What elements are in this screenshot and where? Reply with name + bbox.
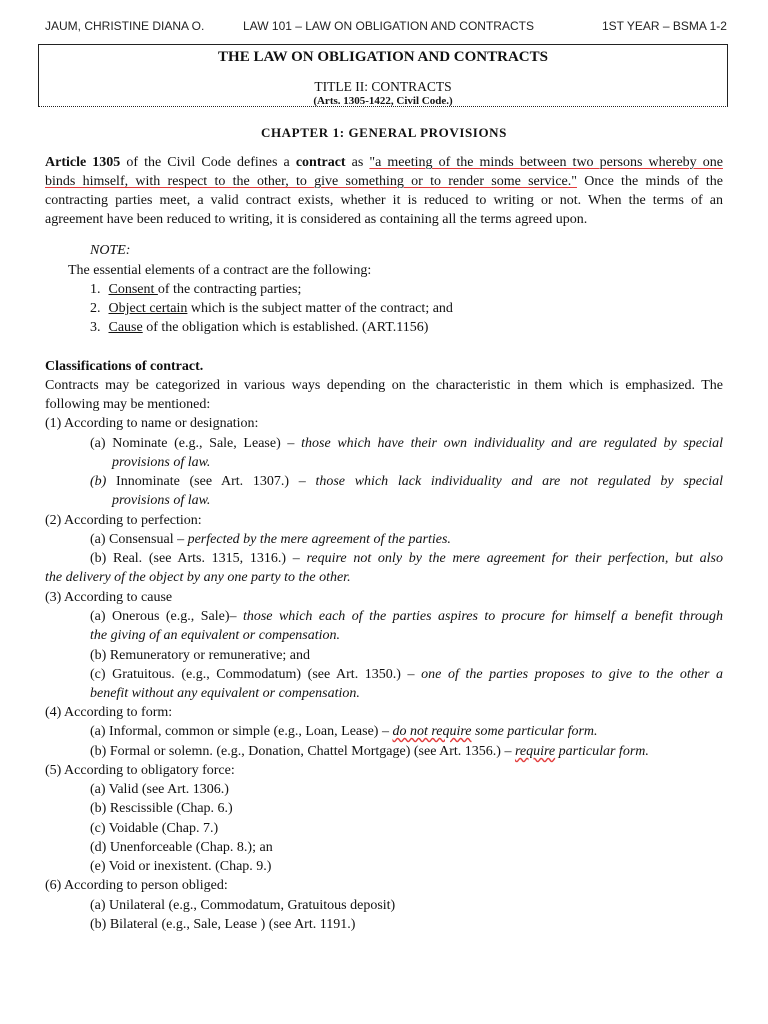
section-4-heading: (4) According to form: — [45, 705, 173, 720]
section-2-item-a: (a) Consensual – perfected by the mere agreement of the parties. — [90, 532, 451, 547]
chapter-heading: CHAPTER 1: GENERAL PROVISIONS — [260, 125, 508, 140]
document-subtitle: TITLE II: CONTRACTS — [314, 79, 452, 94]
header-course: LAW 101 – LAW ON OBLIGATION AND CONTRACTS — [243, 19, 534, 33]
section-5-item: (e) Void or inexistent. (Chap. 9.) — [90, 859, 272, 874]
section-2-item-b-cont: the delivery of the object by any one party to the other. — [45, 570, 351, 585]
section-3-item-a: (a) Onerous (e.g., Sale)– those which each of the parties aspires to procure for himself a benefit through — [90, 609, 723, 624]
intro-line-2: binds himself, with respect to the other, to give something or to render some service." Once the minds of the — [45, 174, 723, 189]
section-5-item: (c) Voidable (Chap. 7.) — [90, 821, 219, 836]
section-1-item-b-cont: provisions of law. — [112, 493, 211, 508]
section-3-heading: (3) According to cause — [45, 590, 173, 605]
definition-quote-highlight: "a meeting of the minds between two persons whereby one — [369, 155, 723, 170]
note-item-1: 1. Consent of the contracting parties; — [90, 282, 302, 297]
section-3-item-c: (c) Gratuitous. (e.g., Commodatum) (see Art. 1350.) – one of the parties proposes to give to the other a — [90, 667, 723, 682]
section-1-heading: (1) According to name or designation: — [45, 416, 259, 431]
section-3-item-c-cont: benefit without any equivalent or compensation. — [90, 686, 360, 701]
title-box — [38, 44, 728, 107]
section-4-item-a: (a) Informal, common or simple (e.g., Loan, Lease) – do not require some particular form. — [90, 724, 598, 739]
section-5-heading: (5) According to obligatory force: — [45, 763, 235, 778]
section-6-item: (b) Bilateral (e.g., Sale, Lease ) (see Art. 1191.) — [90, 917, 356, 932]
section-2-heading: (2) According to perfection: — [45, 513, 202, 528]
section-4-item-b: (b) Formal or solemn. (e.g., Donation, Chattel Mortgage) (see Art. 1356.) – require particular form. — [90, 744, 649, 759]
classifications-heading: Classifications of contract. — [45, 359, 204, 374]
header-student-name: JAUM, CHRISTINE DIANA O. — [45, 19, 205, 33]
section-5-item: (a) Valid (see Art. 1306.) — [90, 782, 229, 797]
note-item-3: 3. Cause of the obligation which is established. (ART.1156) — [90, 320, 429, 335]
section-1-item-b: (b) Innominate (see Art. 1307.) – those which lack individuality and are not regulated by special — [90, 474, 723, 489]
section-6-heading: (6) According to person obliged: — [45, 878, 228, 893]
section-1-item-a-cont: provisions of law. — [112, 455, 211, 470]
document-title: THE LAW ON OBLIGATION AND CONTRACTS — [218, 49, 548, 65]
document-article-range: (Arts. 1305-1422, Civil Code.) — [313, 95, 453, 107]
note-item-2: 2. Object certain which is the subject matter of the contract; and — [90, 301, 453, 316]
section-3-item-b: (b) Remuneratory or remunerative; and — [90, 648, 311, 663]
intro-line-3: contracting parties meet, a valid contract exists, whether it is reduced to writing or not. When the terms of an — [45, 193, 723, 208]
section-5-item: (d) Unenforceable (Chap. 8.); an — [90, 840, 273, 855]
section-2-item-b: (b) Real. (see Arts. 1315, 1316.) – require not only by the mere agreement for their perfection, but also — [90, 551, 723, 566]
classifications-intro-2: following may be mentioned: — [45, 397, 211, 412]
section-6-item: (a) Unilateral (e.g., Commodatum, Gratuitous deposit) — [90, 898, 396, 913]
note-lead: The essential elements of a contract are the following: — [68, 263, 372, 278]
classifications-intro-1: Contracts may be categorized in various ways depending on the characteristic in them which is emphasized. The — [45, 378, 723, 393]
header-year: 1ST YEAR – BSMA 1-2 — [602, 19, 727, 33]
intro-line-1: Article 1305 of the Civil Code defines a contract as "a meeting of the minds between two persons whereby one — [45, 155, 723, 170]
note-label: NOTE: — [90, 243, 131, 258]
section-5-item: (b) Rescissible (Chap. 6.) — [90, 801, 233, 816]
intro-line-4: agreement have been reduced to writing, it is considered as containing all the terms agreed upon. — [45, 212, 588, 227]
section-1-item-a: (a) Nominate (e.g., Sale, Lease) – those which have their own individuality and are regulated by special — [90, 436, 723, 451]
section-3-item-a-cont: the giving of an equivalent or compensation. — [90, 628, 341, 643]
